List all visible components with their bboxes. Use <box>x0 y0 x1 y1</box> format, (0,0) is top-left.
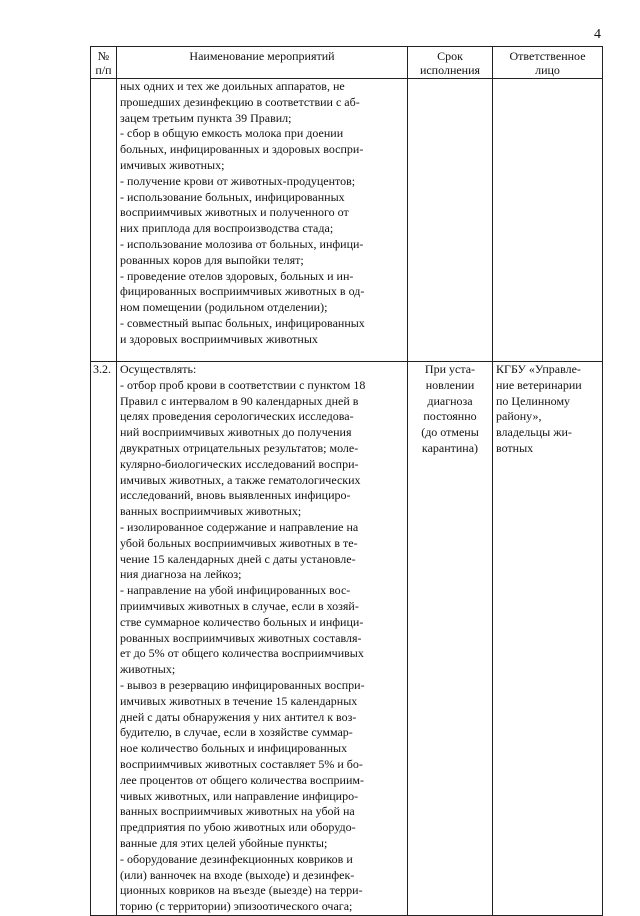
header-term: Срок исполнения <box>408 47 493 79</box>
row-number <box>91 79 117 362</box>
row-number: 3.2. <box>91 362 117 916</box>
table-header-row <box>91 47 603 79</box>
measures-table <box>90 46 603 916</box>
header-name: Наименование мероприятий <box>117 47 408 79</box>
row-measure-text: ных одних и тех же доильных аппаратов, не прошедших дезинфекцию в соответствии с аб- зацем третьим пункта 39 Правил; - сбор в общую емкость молока при доении больных, инфицированных и здоровых воспри- имчивых животных; - получение крови от животных-продуцентов; - использование больных, инфицированных восприимчивых животных и полученного от них приплода для воспроизводства стада; - использование молозива от больных, инфици- рованных коров для выпойки телят; - проведение отелов здоровых, больных и ин- фицированных восприимчивых животных в од- ном помещении (родильном отделении); - совместный выпас больных, инфицированных и здоровых восприимчивых животных <box>117 79 408 362</box>
row-measure-text: Осуществлять: - отбор проб крови в соответствии с пунктом 18 Правил с интервалом в 90 календарных дней в целях проведения серологических исследова- ний восприимчивых животных до получения двукратных отрицательных результатов; моле- кулярно-биологических исследований воспри- имчивых животных, а также гематологических исследований, вновь выявленных инфициро- ванных восприимчивых животных; - изолированное содержание и направление на убой больных восприимчивых животных в те- чение 15 календарных дней с даты установле- ния диагноза на лейкоз; - направление на убой инфицированных вос- приимчивых животных в случае, если в хозяй- стве суммарное количество больных и инфици- рованных восприимчивых животных составля- ет до 5% от общего количества восприимчивых животных; - вывоз в резервацию инфицированных воспри- имчивых животных в течение 15 календарных дней с даты обнаружения у них антител к воз- будителю, в случае, если в хозяйстве суммар- ное количество больных и инфицированных восприимчивых животных составляет 5% и бо- лее процентов от общего количества восприим- чивых животных, или направление инфициро- ванных восприимчивых животных на убой на предприятия по убою животных или оборудо- ванные для этих целей убойные пункты; - оборудование дезинфекционных ковриков и (или) ванночек на входе (выходе) и дезинфек- ционных ковриков на въезде (выезде) на терри- торию (с территории) эпизоотического очага; <box>117 362 408 916</box>
table-row <box>91 362 603 916</box>
row-responsible: КГБУ «Управле- ние ветеринарии по Целинному району», владельцы жи- вотных <box>493 362 603 916</box>
table-row <box>91 79 603 362</box>
row-responsible <box>493 79 603 362</box>
row-term <box>408 79 493 362</box>
header-responsible: Ответственное лицо <box>493 47 603 79</box>
row-term: При уста- новлении диагноза постоянно (до отмены карантина) <box>408 362 493 916</box>
header-num: № п/п <box>91 47 117 79</box>
page-number: 4 <box>594 27 601 42</box>
